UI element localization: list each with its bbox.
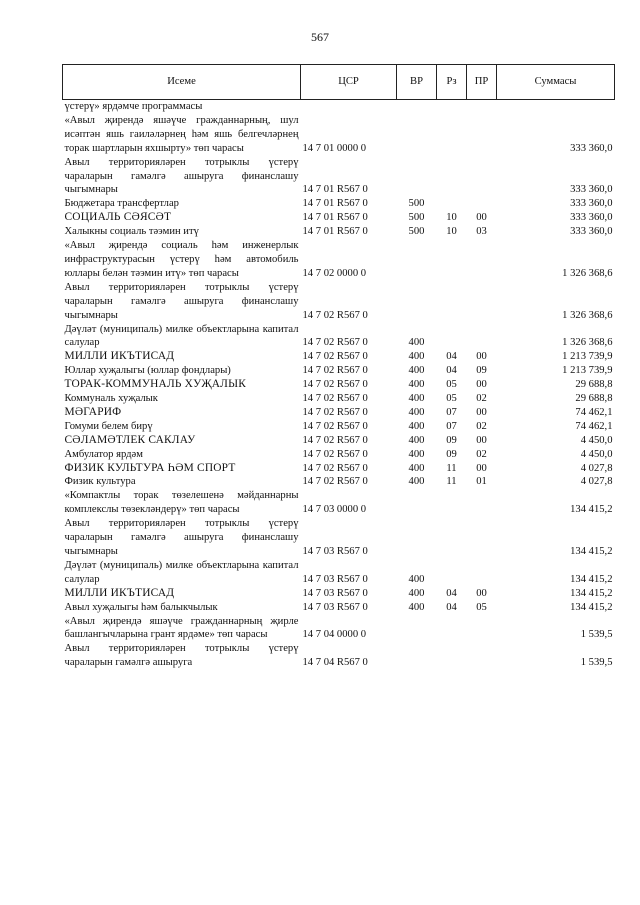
row-rz: 11 (446, 462, 457, 474)
row-pr: 02 (476, 420, 487, 432)
row-vr: 500 (408, 212, 425, 224)
row-name: СОЦИАЛЬ СӘЯСӘТ (64, 211, 172, 224)
row-sum: 134 415,2 (570, 601, 613, 613)
row-vr: 400 (408, 448, 425, 460)
row-name: Авыл хуҗалыгы һәм балыкчылык (64, 601, 218, 613)
row-name: ТОРАК-КОММУНАЛЬ ХУҖАЛЫК (64, 378, 247, 391)
header-csr: ЦСР (301, 65, 397, 100)
row-vr: 400 (408, 434, 425, 446)
row-rz (437, 323, 467, 351)
table-header-row (63, 65, 615, 100)
row-sum: 29 688,8 (575, 393, 613, 405)
row-name: Амбулатор ярдәм (64, 448, 143, 460)
table-row (63, 392, 615, 406)
table-row (63, 517, 615, 559)
row-csr (301, 100, 397, 114)
row-vr: 400 (408, 573, 425, 585)
table-row (63, 100, 615, 114)
row-csr: 14 7 02 R567 0 (302, 337, 368, 349)
row-sum: 134 415,2 (570, 504, 613, 516)
page-number: 567 (311, 30, 329, 44)
row-pr (467, 156, 497, 198)
table-row (63, 434, 615, 448)
row-vr (397, 642, 437, 670)
row-vr: 400 (408, 379, 425, 391)
row-sum: 4 027,8 (580, 462, 613, 474)
table-row (63, 420, 615, 434)
table-row (63, 211, 615, 225)
row-pr: 01 (476, 476, 487, 488)
row-rz (437, 489, 467, 517)
row-pr (467, 642, 497, 670)
row-rz: 04 (446, 365, 457, 377)
row-vr (397, 489, 437, 517)
row-pr: 09 (476, 365, 487, 377)
row-rz: 10 (446, 226, 457, 238)
row-csr: 14 7 01 R567 0 (302, 212, 368, 224)
row-csr: 14 7 03 0000 0 (302, 504, 367, 516)
row-csr: 14 7 02 R567 0 (302, 476, 368, 488)
row-vr: 400 (408, 365, 425, 377)
header-pr: ПР (467, 65, 497, 100)
row-csr: 14 7 03 R567 0 (302, 573, 368, 585)
row-vr (397, 615, 437, 643)
row-rz (437, 100, 467, 114)
row-pr: 00 (476, 462, 487, 474)
row-name: «Авыл җирендә социаль һәм инженерлык инфраструктурасын үстерү һәм автомобиль юллары белән тәэмин итү» төп чарасы (64, 240, 299, 279)
row-rz: 10 (446, 212, 457, 224)
row-pr (467, 559, 497, 587)
row-vr: 400 (408, 420, 425, 432)
table-row (63, 378, 615, 392)
row-sum: 1 213 739,9 (562, 365, 613, 377)
row-csr: 14 7 01 R567 0 (302, 226, 368, 238)
row-pr: 00 (476, 379, 487, 391)
row-csr: 14 7 03 R567 0 (302, 601, 368, 613)
row-name: «Авыл җирендә яшәүче гражданнарның җирле башлангычларына грант ярдәме» төп чарасы (64, 615, 299, 641)
row-name: МИЛЛИ ИКЪТИСАД (64, 586, 175, 599)
header-vr: ВР (397, 65, 437, 100)
table-row (63, 615, 615, 643)
row-vr: 400 (408, 406, 425, 418)
row-pr (467, 615, 497, 643)
header-sum: Суммасы (497, 65, 615, 100)
row-name: үстерү» ярдәмче программасы (64, 101, 203, 112)
row-csr: 14 7 03 R567 0 (302, 546, 368, 557)
row-name: «Авыл җирендә яшәүче гражданнарның, шул исәптән яшь гаиләләрнең һәм яшь белгечләрнең торак шартларын яхшырту» төп чарасы (64, 114, 299, 154)
row-sum (497, 100, 615, 114)
row-rz: 07 (446, 406, 457, 418)
row-pr: 00 (476, 212, 487, 224)
row-csr: 14 7 02 R567 0 (302, 434, 368, 446)
row-vr: 500 (408, 226, 425, 238)
row-rz (437, 239, 467, 281)
row-rz: 11 (446, 476, 457, 488)
row-name: «Компактлы торак төзелешенә мәйданнарны комплекслы төзекләндерү» төп чарасы (64, 490, 299, 516)
row-rz (437, 615, 467, 643)
table-row (63, 448, 615, 462)
row-rz: 04 (446, 351, 457, 363)
table-row (63, 156, 615, 198)
row-csr: 14 7 02 0000 0 (302, 267, 367, 279)
row-name: СӘЛАМӘТЛЕК САКЛАУ (64, 433, 196, 446)
row-vr (397, 100, 437, 114)
row-name: МИЛЛИ ИКЪТИСАД (64, 350, 175, 363)
table-row (63, 281, 615, 323)
row-vr: 500 (408, 198, 425, 210)
row-vr (397, 156, 437, 198)
row-sum: 1 213 739,9 (562, 351, 613, 363)
row-rz (437, 642, 467, 670)
row-rz (437, 197, 467, 211)
row-name: Авыл территорияләрен тотрыклы үстерү чараларын гамәлгә ашыруга финанслашу чыгымнары (64, 156, 299, 196)
row-sum: 333 360,0 (570, 184, 613, 196)
table-row (63, 350, 615, 364)
row-csr: 14 7 02 R567 0 (302, 393, 368, 405)
table-row (63, 114, 615, 156)
row-name: ФИЗИК КУЛЬТУРА ҺӘМ СПОРТ (64, 461, 236, 474)
row-rz: 09 (446, 434, 457, 446)
row-vr (397, 114, 437, 156)
row-pr (467, 100, 497, 114)
row-pr (467, 281, 497, 323)
row-sum: 1 326 368,6 (562, 267, 613, 279)
row-sum: 4 027,8 (580, 476, 613, 488)
row-vr: 400 (408, 476, 425, 488)
row-pr: 03 (476, 226, 487, 238)
row-sum: 134 415,2 (570, 587, 613, 599)
row-csr: 14 7 02 R567 0 (302, 309, 368, 321)
row-sum: 333 360,0 (570, 142, 613, 154)
row-name: Дәүләт (муниципаль) милке объектларына капитал салулар (64, 559, 299, 585)
table-row (63, 406, 615, 420)
row-name: Бюджетара трансфертлар (64, 198, 179, 210)
table-row (63, 642, 615, 670)
row-name: МӘГАРИФ (64, 405, 122, 418)
row-pr: 00 (476, 406, 487, 418)
row-pr: 00 (476, 434, 487, 446)
header-name: Исеме (63, 65, 301, 100)
row-pr (467, 489, 497, 517)
row-pr (467, 114, 497, 156)
row-vr: 400 (408, 601, 425, 613)
table-row (63, 225, 615, 239)
row-vr (397, 239, 437, 281)
table-row (63, 559, 615, 587)
row-name: Юллар хуҗалыгы (юллар фондлары) (64, 365, 231, 377)
row-pr: 02 (476, 393, 487, 405)
row-sum: 4 450,0 (580, 448, 613, 460)
row-rz: 05 (446, 379, 457, 391)
table-row (63, 489, 615, 517)
row-name: Авыл территорияләрен тотрыклы үстерү чараларын гамәлгә ашыруга финанслашу чыгымнары (64, 518, 299, 557)
row-name: Коммуналь хуҗалык (64, 393, 158, 405)
row-rz (437, 559, 467, 587)
row-sum: 4 450,0 (580, 434, 613, 446)
header-rz: Рз (437, 65, 467, 100)
row-pr (467, 517, 497, 559)
row-csr: 14 7 04 R567 0 (302, 657, 368, 669)
row-csr: 14 7 01 R567 0 (302, 198, 368, 210)
row-pr: 00 (476, 587, 487, 599)
row-pr: 00 (476, 351, 487, 363)
row-rz: 04 (446, 587, 457, 599)
table-row (63, 323, 615, 351)
row-name: Гомуми белем бирү (64, 420, 153, 432)
row-pr: 05 (476, 601, 487, 613)
row-csr: 14 7 01 0000 0 (302, 142, 367, 154)
row-csr: 14 7 03 R567 0 (302, 587, 368, 599)
row-rz (437, 114, 467, 156)
row-rz (437, 156, 467, 198)
row-csr: 14 7 02 R567 0 (302, 379, 368, 391)
row-csr: 14 7 04 0000 0 (302, 629, 367, 641)
table-row (63, 587, 615, 601)
row-csr: 14 7 02 R567 0 (302, 462, 368, 474)
row-rz: 09 (446, 448, 457, 460)
row-vr: 400 (408, 337, 425, 349)
row-rz (437, 517, 467, 559)
row-name: Халыкны социаль тәэмин итү (64, 226, 199, 238)
table-row (63, 601, 615, 615)
row-vr (397, 517, 437, 559)
row-name: Дәүләт (муниципаль) милке объектларына капитал салулар (64, 323, 299, 349)
row-sum: 134 415,2 (570, 573, 613, 585)
row-pr (467, 239, 497, 281)
table-row (63, 462, 615, 476)
row-vr: 400 (408, 351, 425, 363)
row-name: Авыл территорияләрен тотрыклы үстерү чараларын гамәлгә ашыруга (64, 643, 299, 669)
row-csr: 14 7 02 R567 0 (302, 351, 368, 363)
table-row (63, 197, 615, 211)
row-csr: 14 7 02 R567 0 (302, 365, 368, 377)
row-pr: 02 (476, 448, 487, 460)
row-sum: 333 360,0 (570, 226, 613, 238)
row-sum: 333 360,0 (570, 212, 613, 224)
row-sum: 1 539,5 (580, 657, 613, 669)
row-sum: 74 462,1 (575, 406, 613, 418)
row-sum: 333 360,0 (570, 198, 613, 210)
row-csr: 14 7 02 R567 0 (302, 448, 368, 460)
row-csr: 14 7 02 R567 0 (302, 420, 368, 432)
row-rz: 05 (446, 393, 457, 405)
table-row (63, 364, 615, 378)
row-vr: 400 (408, 587, 425, 599)
row-sum: 1 539,5 (580, 629, 613, 641)
row-rz: 07 (446, 420, 457, 432)
row-vr: 400 (408, 393, 425, 405)
row-sum: 29 688,8 (575, 379, 613, 391)
row-sum: 1 326 368,6 (562, 337, 613, 349)
row-csr: 14 7 02 R567 0 (302, 406, 368, 418)
row-pr (467, 323, 497, 351)
table-row (63, 475, 615, 489)
row-vr (397, 281, 437, 323)
row-name: Авыл территорияләрен тотрыклы үстерү чараларын гамәлгә ашыруга финанслашу чыгымнары (64, 281, 299, 321)
row-pr (467, 197, 497, 211)
row-sum: 1 326 368,6 (562, 309, 613, 321)
row-csr: 14 7 01 R567 0 (302, 184, 368, 196)
row-rz (437, 281, 467, 323)
row-sum: 134 415,2 (570, 546, 613, 557)
row-vr: 400 (408, 462, 425, 474)
budget-table (62, 64, 615, 670)
row-name: Физик культура (64, 476, 136, 488)
row-rz: 04 (446, 601, 457, 613)
table-row (63, 239, 615, 281)
row-sum: 74 462,1 (575, 420, 613, 432)
